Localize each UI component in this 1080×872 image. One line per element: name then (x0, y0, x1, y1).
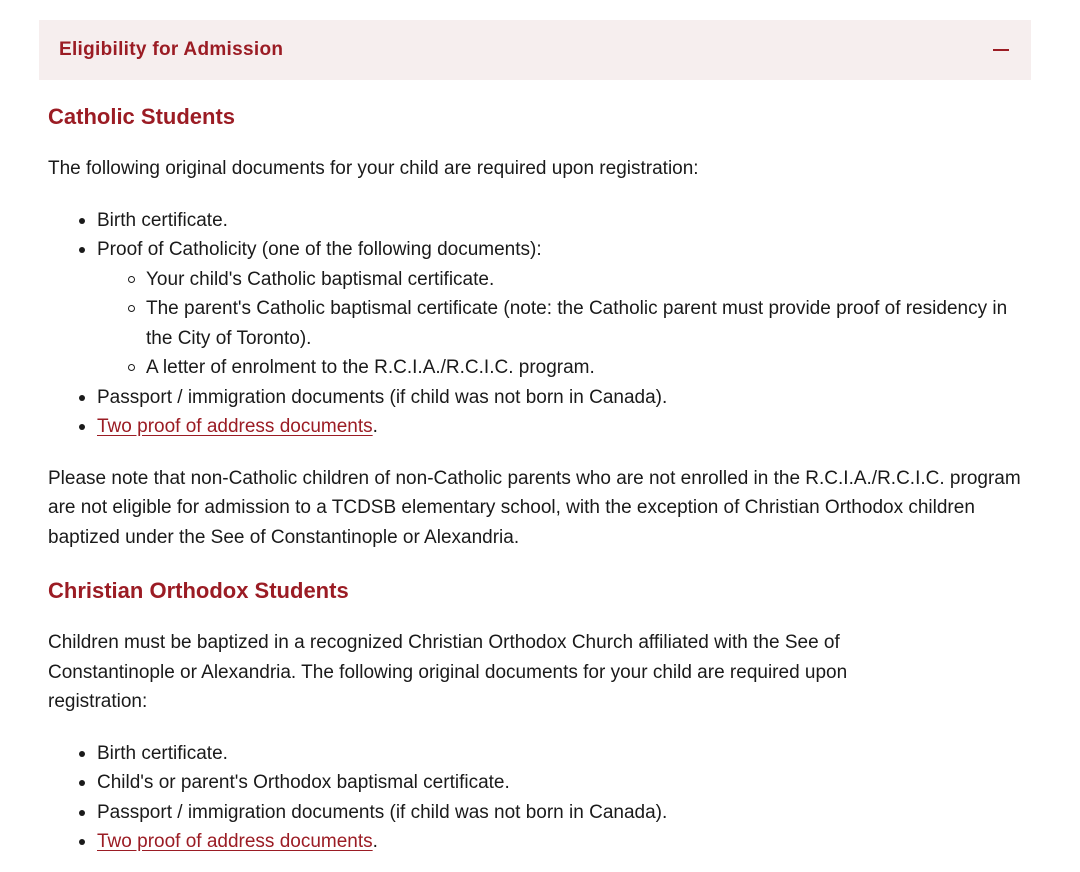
list-item: A letter of enrolment to the R.C.I.A./R.C.I.C. program. (97, 353, 1031, 383)
list-item (48, 235, 1031, 383)
orthodox-document-list (48, 739, 1031, 857)
catholic-heading: Catholic Students (48, 104, 236, 129)
link-suffix: . (372, 416, 378, 437)
minus-icon[interactable] (993, 49, 1009, 51)
catholic-intro: The following original documents for your child are required upon registration: (48, 158, 699, 179)
list-item: Birth certificate. (48, 739, 1031, 769)
catholic-eligibility-note: Please note that non-Catholic children of non-Catholic parents who are not enrolled in the R.C.I.A./R.C.I.C. program are not eligible for admission to a TCDSB elementary school, with the exception of Christian Orthodox children baptized under the See of Constantinople or Alexandria. (48, 467, 1021, 548)
proof-of-address-link[interactable]: Two proof of address documents (97, 831, 373, 852)
accordion-header[interactable] (39, 20, 1031, 80)
catholic-document-list (48, 206, 1031, 442)
list-item (48, 383, 1031, 413)
list-item: The parent's Catholic baptismal certificate (note: the Catholic parent must provide proof of residency in the City of Toronto). (97, 294, 1031, 353)
list-item: Your child's Catholic baptismal certificate. (97, 265, 1031, 295)
list-item (48, 206, 1031, 236)
eligibility-accordion (39, 20, 1031, 857)
list-item-text: Passport / immigration documents (if child was not born in Canada). (97, 386, 668, 408)
proof-of-address-link[interactable]: Two proof of address documents (97, 416, 373, 437)
list-item-text: Birth certificate. (97, 209, 228, 231)
list-item-text: Proof of Catholicity (one of the following documents): (97, 239, 542, 260)
list-item: Child's or parent's Orthodox baptismal certificate. (48, 768, 1031, 798)
catholicity-proof-list (97, 265, 1031, 383)
link-suffix: . (372, 831, 378, 852)
list-item: Passport / immigration documents (if child was not born in Canada). (48, 798, 1031, 828)
list-item (48, 827, 1031, 857)
orthodox-intro: Children must be baptized in a recognized Christian Orthodox Church affiliated with the See of Constantinople or Alexandria. The following original documents for your child are required upon registration: (48, 632, 848, 712)
orthodox-heading: Christian Orthodox Students (48, 578, 349, 603)
accordion-body (39, 80, 1031, 857)
accordion-title: Eligibility for Admission (59, 39, 284, 60)
list-item (48, 412, 1031, 442)
